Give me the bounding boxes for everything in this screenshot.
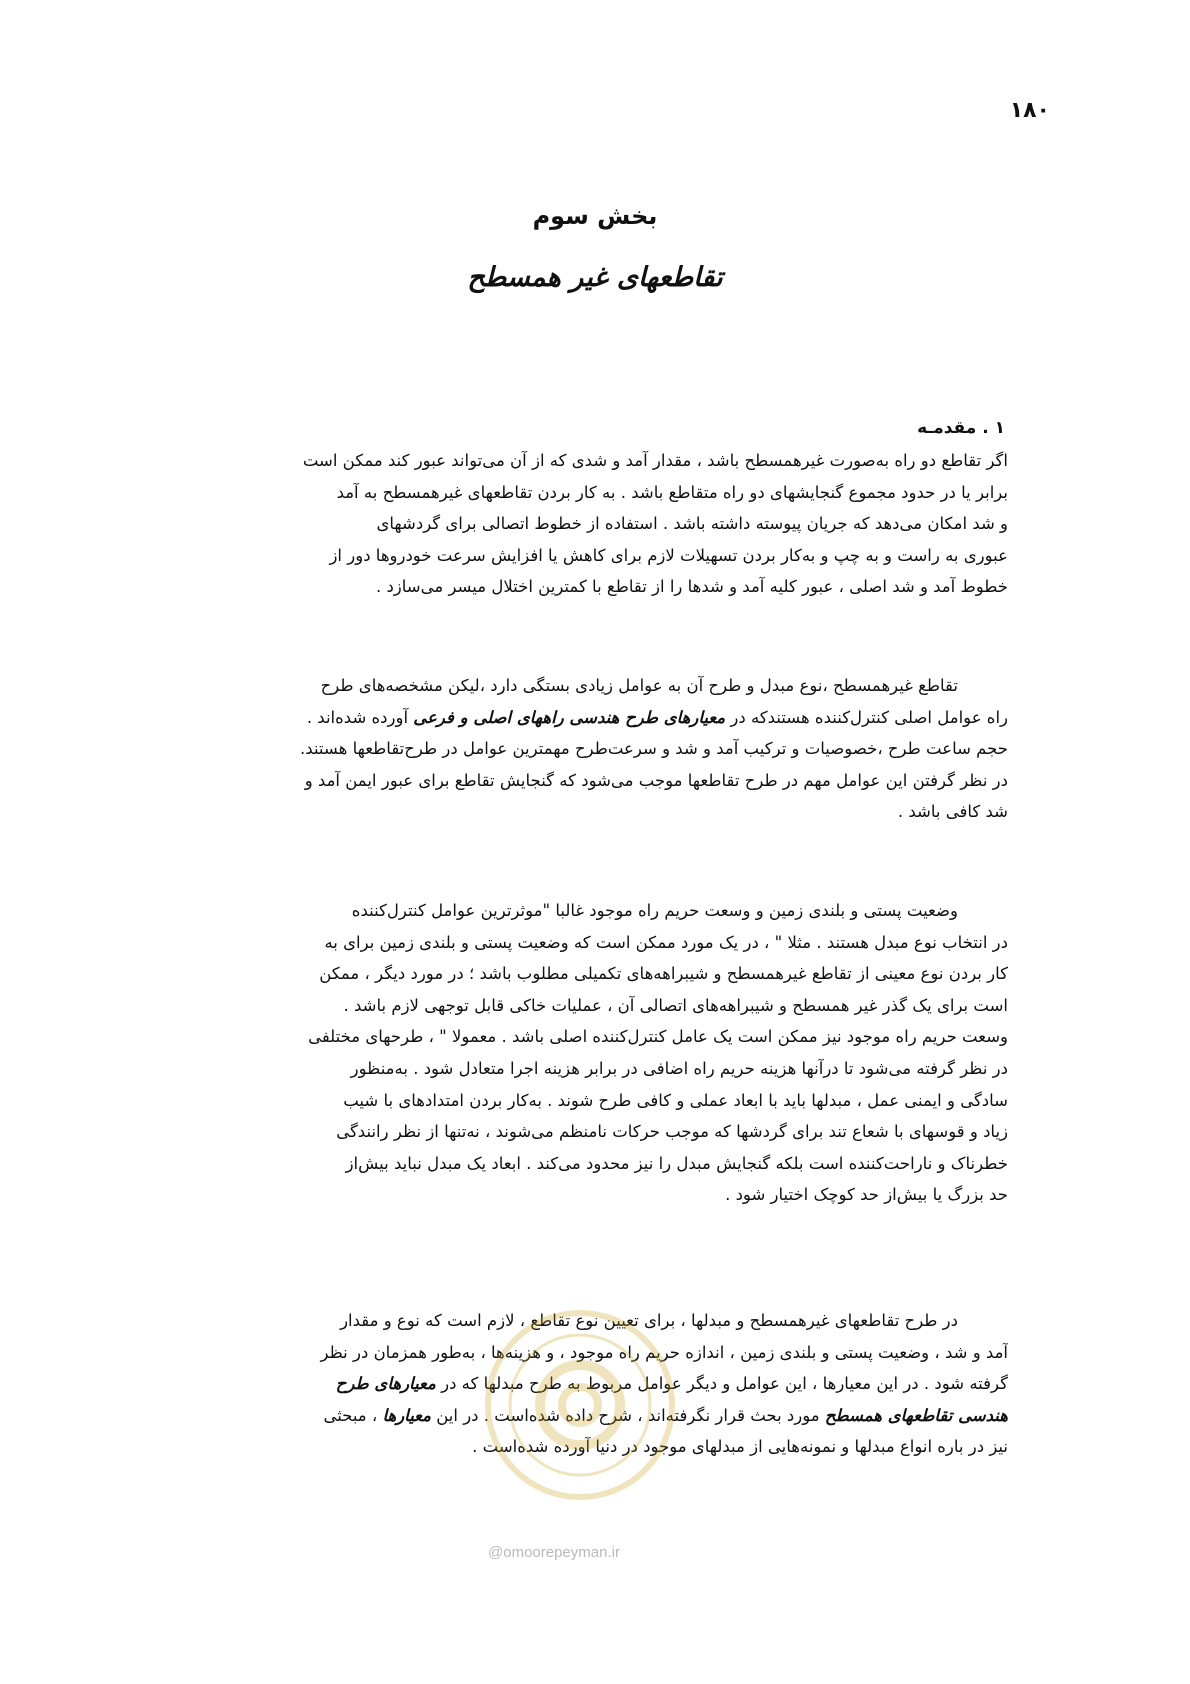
watermark-seal-icon [480,1305,680,1505]
paragraph-line: نیز در باره انواع مبدلها و نمونه‌هایی از مبدلهای موجود در دنیا آورده شده‌است . [472,1437,1008,1457]
emphasized-reference: معیارها [382,1405,431,1425]
paragraph-line-part: ، مبحثی [323,1405,378,1425]
paragraph-line: برابر یا در حدود مجموع گنجایشهای دو راه متقاطع باشد . به کار بردن تقاطعهای غیرهمسطح به آمد [336,482,1008,502]
paragraph-line [178,702,1008,734]
paragraph-line: اگر تقاطع دو راه به‌صورت غیرهمسطح باشد ، مقدار آمد و شدی که از آن می‌تواند عبور کند ممکن است [302,451,1008,470]
paragraph-line: زیاد و قوسهای با شعاع تند برای گردشها که موجب حرکات نامنظم می‌شوند ، نه‌تنها از نظر رانندگی [336,1122,1008,1142]
paragraph-line: و شد امکان می‌دهد که جریان پیوسته داشته باشد . استفاده از خطوط اتصالی برای گردشهای [376,514,1008,534]
paragraph-line: وسعت حریم راه موجود نیز ممکن است یک عامل کنترل‌کننده اصلی باشد . معمولا " ، طرحهای مختلفی [308,1027,1008,1047]
paragraph-line: حجم ساعت طرح ،خصوصیات و ترکیب آمد و شد و سرعت‌طرح مهمترین عوامل در طرح‌تقاطعها هستند. [300,739,1008,759]
paragraph-line-part: گرفته شود . در این معیارها ، این عوامل و دیگر عوامل مربوط به طرح مبدلها که در [441,1374,1008,1394]
paragraph-line: تقاطع غیرهمسطح ،نوع مبدل و طرح آن به عوامل زیادی بستگی دارد ،لیکن مشخصه‌های طرح [320,676,958,695]
paragraph-line-part: مورد بحث قرار نگرفته‌اند ، شرح داده شده‌است . در این [436,1405,820,1425]
part-title: بخش سوم [532,202,658,230]
paragraph-2 [178,670,1008,828]
emphasized-reference: هندسی تقاطعهای همسطح [824,1405,1008,1425]
chapter-title: تقاطعهای غیر همسطح [467,262,723,293]
paragraph-line: آمد و شد ، وضعیت پستی و بلندی زمین ، اندازه حریم راه موجود ، و هزینه‌ها ، به‌طور همزمان در نظر [320,1342,1008,1362]
paragraph-3 [178,895,1008,1211]
paragraph-line-part: آورده شده‌اند . [306,707,409,727]
page-number: ۱۸۰ [1009,98,1050,123]
paragraph-line: شد کافی باشد . [897,802,1008,822]
emphasized-reference: معیارهای طرح هندسی راههای اصلی و فرعی [413,707,726,727]
paragraph-line: است برای یک گذر غیر همسطح و شیبراهه‌های اتصالی آن ، عملیات خاکی قابل توجهی لازم باشد . [343,995,1008,1015]
section-heading-introduction: ۱ . مقدمـه [917,418,1005,438]
paragraph-line-part: راه عوامل اصلی کنترل‌کننده هستندکه در [730,707,1008,727]
paragraph-line: در نظر گرفته می‌شود تا درآنها هزینه حریم راه اضافی در برابر هزینه اجرا متعادل شود . به‌منظور [350,1058,1008,1078]
paragraph-line: در طرح تقاطعهای غیرهمسطح و مبدلها ، برای تعیین نوع تقاطع ، لازم است که نوع و مقدار [340,1311,958,1330]
paragraph-line: وضعیت پستی و بلندی زمین و وسعت حریم راه موجود غالبا "موثرترین عوامل کنترل‌کننده [351,901,958,920]
paragraph-line: خطوط آمد و شد اصلی ، عبور کلیه آمد و شدها را از تقاطع با کمترین اختلال میسر می‌سازد . [375,577,1008,597]
paragraph-line: خطرناک و ناراحت‌کننده است بلکه گنجایش مبدل را نیز محدود می‌کند . ابعاد یک مبدل نباید بیش‌از [345,1153,1008,1173]
watermark-url: @omoorepeyman.ir [488,1544,620,1561]
paragraph-line: کار بردن نوع معینی از تقاطع غیرهمسطح و شیبراهه‌های تکمیلی مطلوب باشد ؛ در مورد دیگر ، ممکن [319,964,1008,984]
paragraph-line: حد بزرگ یا بیش‌از حد کوچک اختیار شود . [725,1185,1008,1205]
paragraph-line: در انتخاب نوع مبدل هستند . مثلا " ، در یک مورد ممکن است که وضعیت پستی و بلندی زمین برای به [324,932,1008,952]
paragraph-1 [178,445,1008,603]
paragraph-line: در نظر گرفتن این عوامل مهم در طرح تقاطعها موجب می‌شود که گنجایش تقاطع برای عبور ایمن آمد و [304,770,1008,790]
paragraph-line: عبوری به راست و به چپ و به‌کار بردن تسهیلات لازم برای کاهش یا افزایش سرعت خودروها دور از [329,545,1008,565]
paragraph-line: سادگی و ایمنی عمل ، مبدلها باید با ابعاد عملی و کافی طرح شوند . به‌کار بردن امتدادهای با شیب [343,1090,1008,1110]
emphasized-reference: معیارهای طرح [335,1374,436,1394]
